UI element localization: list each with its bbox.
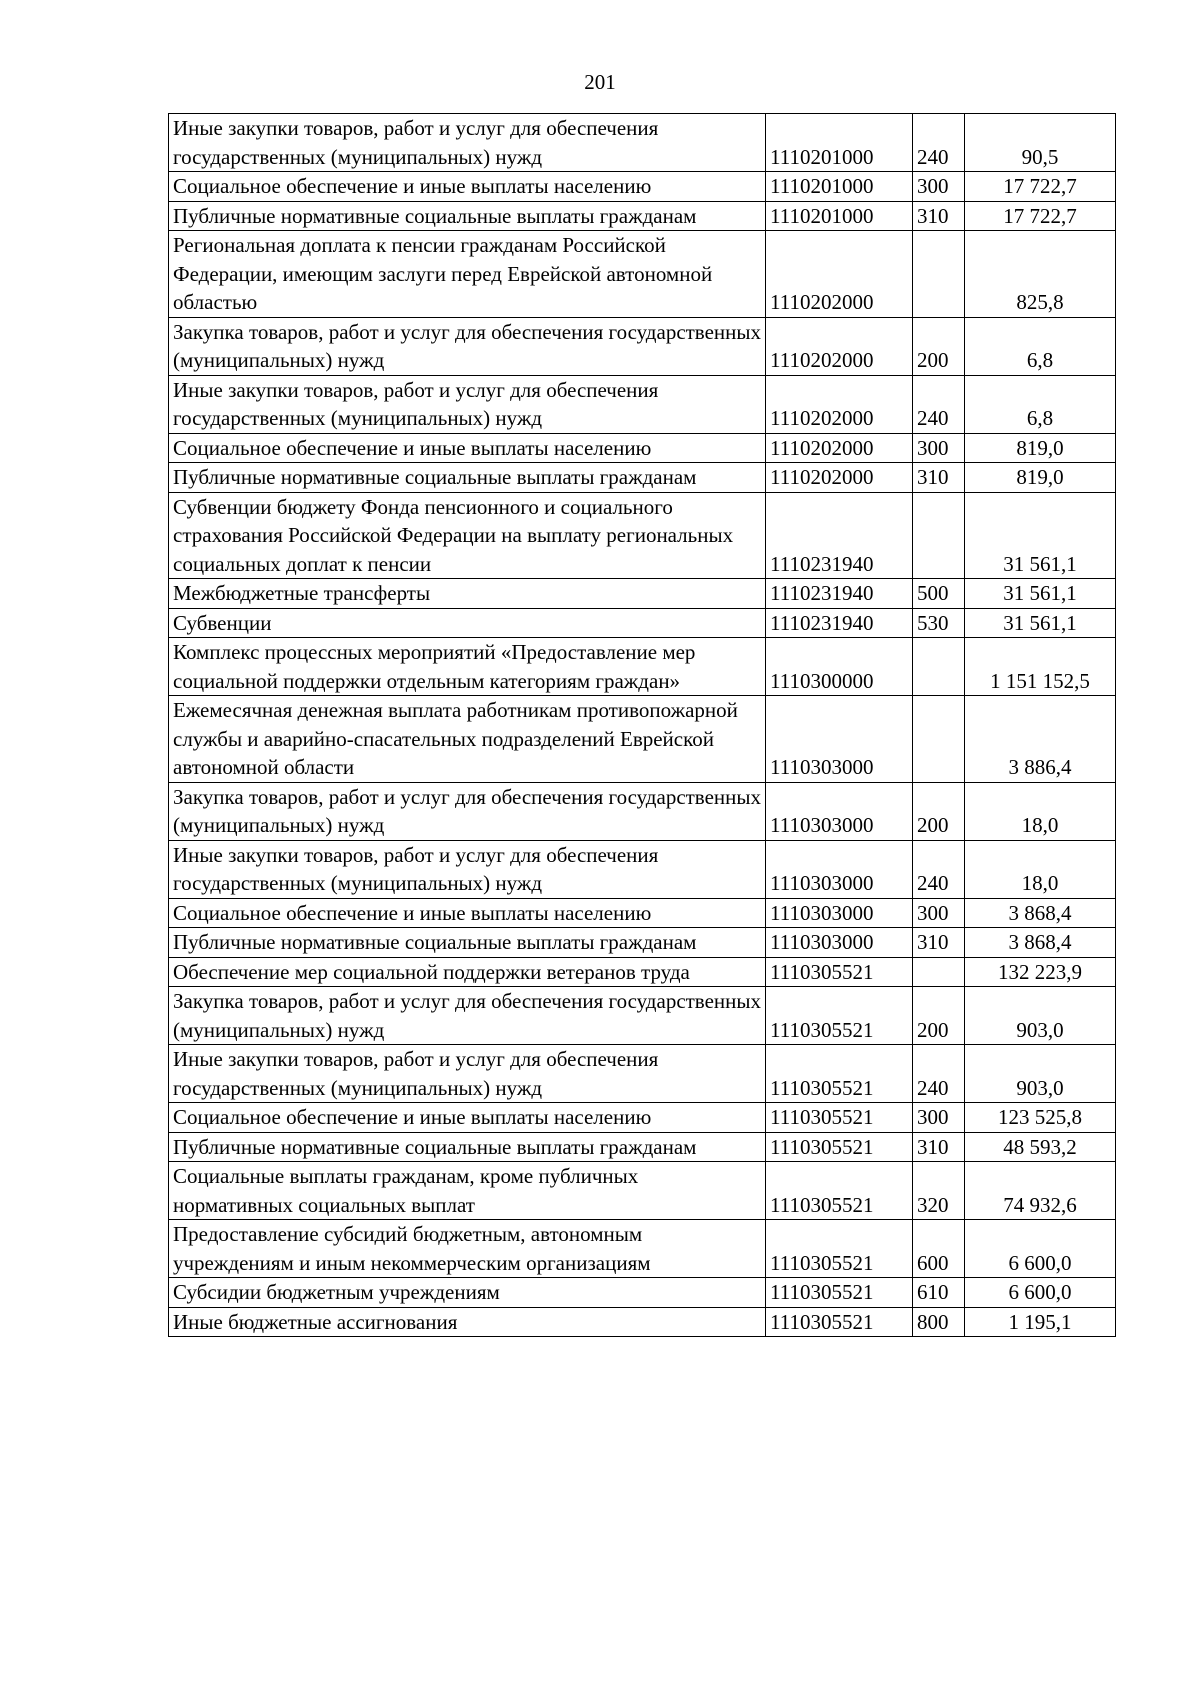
row-type: 310 [913,928,965,958]
row-code: 1110201000 [766,114,913,172]
row-sum: 18,0 [965,840,1116,898]
row-code: 1110303000 [766,782,913,840]
row-code: 1110300000 [766,638,913,696]
row-code: 1110303000 [766,696,913,783]
table-row [169,1220,1116,1278]
row-code: 1110202000 [766,433,913,463]
row-type [913,638,965,696]
row-type [913,957,965,987]
row-name: Иные закупки товаров, работ и услуг для обеспечения государственных (муниципальных) нужд [169,1045,766,1103]
row-code: 1110231940 [766,492,913,579]
row-sum: 6,8 [965,375,1116,433]
row-type: 240 [913,114,965,172]
row-name: Комплекс процессных мероприятий «Предоставление мер социальной поддержки отдельным категориям граждан» [169,638,766,696]
row-sum: 6,8 [965,317,1116,375]
row-sum: 819,0 [965,463,1116,493]
table-row [169,492,1116,579]
table-row [169,433,1116,463]
row-sum: 903,0 [965,987,1116,1045]
row-type: 300 [913,1103,965,1133]
row-sum: 1 195,1 [965,1307,1116,1337]
row-code: 1110305521 [766,1103,913,1133]
row-name: Публичные нормативные социальные выплаты гражданам [169,463,766,493]
row-name: Субсидии бюджетным учреждениям [169,1278,766,1308]
row-sum: 31 561,1 [965,492,1116,579]
row-name: Социальные выплаты гражданам, кроме публичных нормативных социальных выплат [169,1162,766,1220]
table-row [169,840,1116,898]
row-code: 1110303000 [766,928,913,958]
row-type: 300 [913,172,965,202]
row-sum: 3 868,4 [965,928,1116,958]
row-type: 240 [913,375,965,433]
table-row [169,696,1116,783]
row-type [913,696,965,783]
row-type: 310 [913,463,965,493]
row-type [913,231,965,318]
table-row [169,987,1116,1045]
row-name: Социальное обеспечение и иные выплаты населению [169,172,766,202]
row-type [913,492,965,579]
row-name: Социальное обеспечение и иные выплаты населению [169,898,766,928]
row-code: 1110305521 [766,957,913,987]
row-sum: 903,0 [965,1045,1116,1103]
table-row [169,579,1116,609]
row-code: 1110201000 [766,201,913,231]
row-code: 1110303000 [766,840,913,898]
row-sum: 18,0 [965,782,1116,840]
table-row [169,1278,1116,1308]
row-sum: 74 932,6 [965,1162,1116,1220]
row-type: 500 [913,579,965,609]
row-sum: 825,8 [965,231,1116,318]
row-name: Иные закупки товаров, работ и услуг для обеспечения государственных (муниципальных) нужд [169,375,766,433]
row-type: 240 [913,1045,965,1103]
row-type: 320 [913,1162,965,1220]
row-name: Социальное обеспечение и иные выплаты населению [169,433,766,463]
row-name: Социальное обеспечение и иные выплаты населению [169,1103,766,1133]
row-name: Иные закупки товаров, работ и услуг для обеспечения государственных (муниципальных) нужд [169,840,766,898]
row-sum: 6 600,0 [965,1220,1116,1278]
table-row [169,957,1116,987]
row-code: 1110231940 [766,579,913,609]
table-row [169,1132,1116,1162]
row-sum: 6 600,0 [965,1278,1116,1308]
row-name: Публичные нормативные социальные выплаты гражданам [169,928,766,958]
row-type: 310 [913,201,965,231]
row-code: 1110202000 [766,231,913,318]
table-body [169,114,1116,1337]
row-code: 1110202000 [766,463,913,493]
row-name: Субвенции бюджету Фонда пенсионного и социального страхования Российской Федерации на выплату региональных социальных доплат к пенсии [169,492,766,579]
row-code: 1110305521 [766,1162,913,1220]
row-type: 300 [913,898,965,928]
row-code: 1110202000 [766,317,913,375]
row-name: Публичные нормативные социальные выплаты гражданам [169,201,766,231]
row-type: 200 [913,317,965,375]
page-number: 201 [584,70,616,94]
row-name: Межбюджетные трансферты [169,579,766,609]
row-sum: 31 561,1 [965,579,1116,609]
row-code: 1110231940 [766,608,913,638]
table-row [169,317,1116,375]
row-type: 600 [913,1220,965,1278]
table-row [169,201,1116,231]
table-row [169,1045,1116,1103]
row-sum: 1 151 152,5 [965,638,1116,696]
budget-table [168,113,1116,1337]
row-name: Закупка товаров, работ и услуг для обеспечения государственных (муниципальных) нужд [169,782,766,840]
row-code: 1110305521 [766,1278,913,1308]
table-row [169,638,1116,696]
row-name: Иные закупки товаров, работ и услуг для обеспечения государственных (муниципальных) нужд [169,114,766,172]
row-type: 200 [913,782,965,840]
row-sum: 3 868,4 [965,898,1116,928]
row-sum: 48 593,2 [965,1132,1116,1162]
table-row [169,1307,1116,1337]
row-sum: 3 886,4 [965,696,1116,783]
row-name: Закупка товаров, работ и услуг для обеспечения государственных (муниципальных) нужд [169,317,766,375]
row-type: 200 [913,987,965,1045]
row-sum: 17 722,7 [965,201,1116,231]
row-code: 1110305521 [766,1220,913,1278]
row-name: Публичные нормативные социальные выплаты гражданам [169,1132,766,1162]
row-code: 1110305521 [766,1045,913,1103]
row-code: 1110305521 [766,1132,913,1162]
row-type: 310 [913,1132,965,1162]
table-row [169,375,1116,433]
table-row [169,608,1116,638]
row-sum: 132 223,9 [965,957,1116,987]
table-row [169,782,1116,840]
table-row [169,898,1116,928]
row-type: 240 [913,840,965,898]
row-name: Субвенции [169,608,766,638]
table-row [169,463,1116,493]
table-row [169,928,1116,958]
row-code: 1110303000 [766,898,913,928]
row-sum: 123 525,8 [965,1103,1116,1133]
row-code: 1110202000 [766,375,913,433]
row-sum: 90,5 [965,114,1116,172]
row-code: 1110305521 [766,1307,913,1337]
table-row [169,231,1116,318]
table-row [169,172,1116,202]
row-type: 800 [913,1307,965,1337]
row-name: Иные бюджетные ассигнования [169,1307,766,1337]
table-row [169,114,1116,172]
row-type: 530 [913,608,965,638]
row-sum: 31 561,1 [965,608,1116,638]
table-row [169,1103,1116,1133]
row-sum: 819,0 [965,433,1116,463]
row-sum: 17 722,7 [965,172,1116,202]
table-row [169,1162,1116,1220]
row-type: 300 [913,433,965,463]
row-name: Обеспечение мер социальной поддержки ветеранов труда [169,957,766,987]
row-name: Региональная доплата к пенсии гражданам Российской Федерации, имеющим заслуги перед Еврейской автономной областью [169,231,766,318]
row-type: 610 [913,1278,965,1308]
row-name: Ежемесячная денежная выплата работникам противопожарной службы и аварийно-спасательных подразделений Еврейской автономной области [169,696,766,783]
row-name: Предоставление субсидий бюджетным, автономным учреждениям и иным некоммерческим организациям [169,1220,766,1278]
row-code: 1110305521 [766,987,913,1045]
row-code: 1110201000 [766,172,913,202]
row-name: Закупка товаров, работ и услуг для обеспечения государственных (муниципальных) нужд [169,987,766,1045]
